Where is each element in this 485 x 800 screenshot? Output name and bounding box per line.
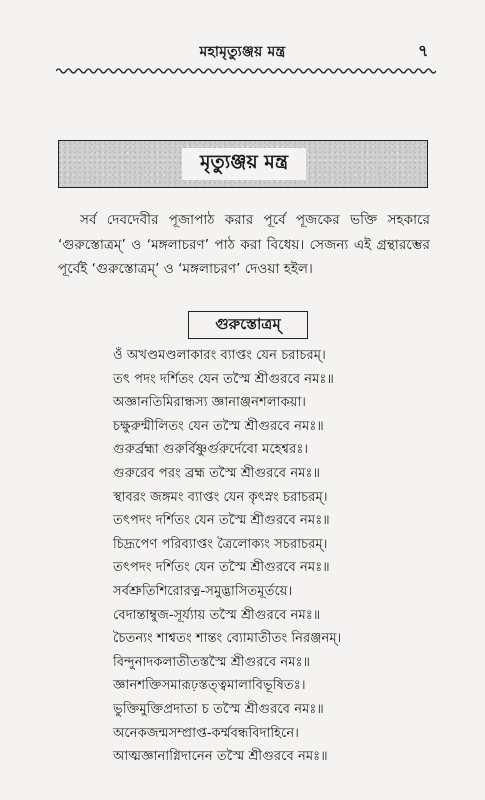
intro-text: সর্ব দেবদেবীর পূজাপাঠ করার পূর্বে পূজকের ভক্তি সহকারে ‘গুরুস্তোত্রম্’ ও ‘মঙ্গলাচরণ’ পাঠ করা বিধেয়। সেজন্য এই গ্রন্থারম্ভের পূর্বেই ‘গুরুস্তোত্রম্’ ও ‘মঙ্গলাচরণ’ দেওয়া হইল। [58,212,430,277]
intro-paragraph [58,208,430,282]
verse-line: গুরুরেব পরং ব্রহ্ম তস্মৈ শ্রীগুরবে নমঃ॥ [113,465,321,481]
verse-line: স্থাবরং জঙ্গমং ব্যাপ্তং যেন কৃৎস্নং চরাচরম্। [113,489,328,505]
verse-list [113,344,443,769]
verse-line: আত্মজ্ঞানাগ্নিদানেন তস্মৈ শ্রীগুরবে নমঃ॥ [113,749,328,765]
verse-line: অজ্ঞানতিমিরান্ধস্য জ্ঞানাঞ্জনশলাকয়া। [113,395,307,411]
verse-line: জ্ঞানশক্তিসমারূঢ়স্তত্ত্বমালাবিভূষিতঃ। [113,678,306,694]
chapter-title-panel [58,140,428,188]
verse-line: তৎপদং দর্শিতং যেন তস্মৈ শ্রীগুরবে নমঃ॥ [113,513,330,529]
verse-line: বিন্দুনাদকলাতীতস্তস্মৈ শ্রীগুরবে নমঃ॥ [113,654,311,670]
verse-line: তৎপদং দর্শিতং যেন তস্মৈ শ্রীগুরবে নমঃ॥ [113,560,330,576]
verse-line: বেদান্তাম্বুজ-সূর্য্যায় তস্মৈ শ্রীগুরবে নমঃ॥ [113,607,321,623]
chapter-title: মৃত্যুঞ্জয় মন্ত্র [182,148,306,180]
section-heading: গুরুস্তোত্রম্ [188,311,308,339]
wavy-divider [56,66,436,76]
verse-line: ভুক্তিমুক্তিপ্রদাতা চ তস্মৈ শ্রীগুরবে নমঃ॥ [113,701,324,717]
verse-line: চিদ্রূপেণ পরিব্যাপ্তং ত্রৈলোক্যং সচরাচরম্। [113,536,328,552]
page-number: ৭ [418,41,429,60]
verse-line: চক্ষুরুন্মীলিতং যেন তস্মৈ শ্রীগুরবে নমঃ॥ [113,418,324,434]
running-title: মহামৃত্যুঞ্জয় মন্ত্র [199,44,286,60]
verse-line: গুরুর্ব্রহ্মা গুরুর্বিষ্ণুর্গুরুর্দেবো মহেশ্বরঃ। [113,442,309,458]
verse-line: ওঁ অখণ্ডমণ্ডলাকারং ব্যাপ্তং যেন চরাচরম্। [113,348,326,363]
verse-line: সর্বশ্রুতিশিরোরত্ন-সমুদ্ভাসিতমূর্তয়ে। [113,583,293,599]
verse-line: তৎ পদং দর্শিতং যেন তস্মৈ শ্রীগুরবে নমঃ॥ [113,371,334,387]
verse-line: অনেকজন্মসম্প্রাপ্ত-কর্ম্মবন্ধবিদাহিনে। [113,725,299,741]
verse-line: চৈতন্যং শাশ্বতং শান্তং ব্যোমাতীতং নিরঞ্জনম্। [113,631,342,647]
